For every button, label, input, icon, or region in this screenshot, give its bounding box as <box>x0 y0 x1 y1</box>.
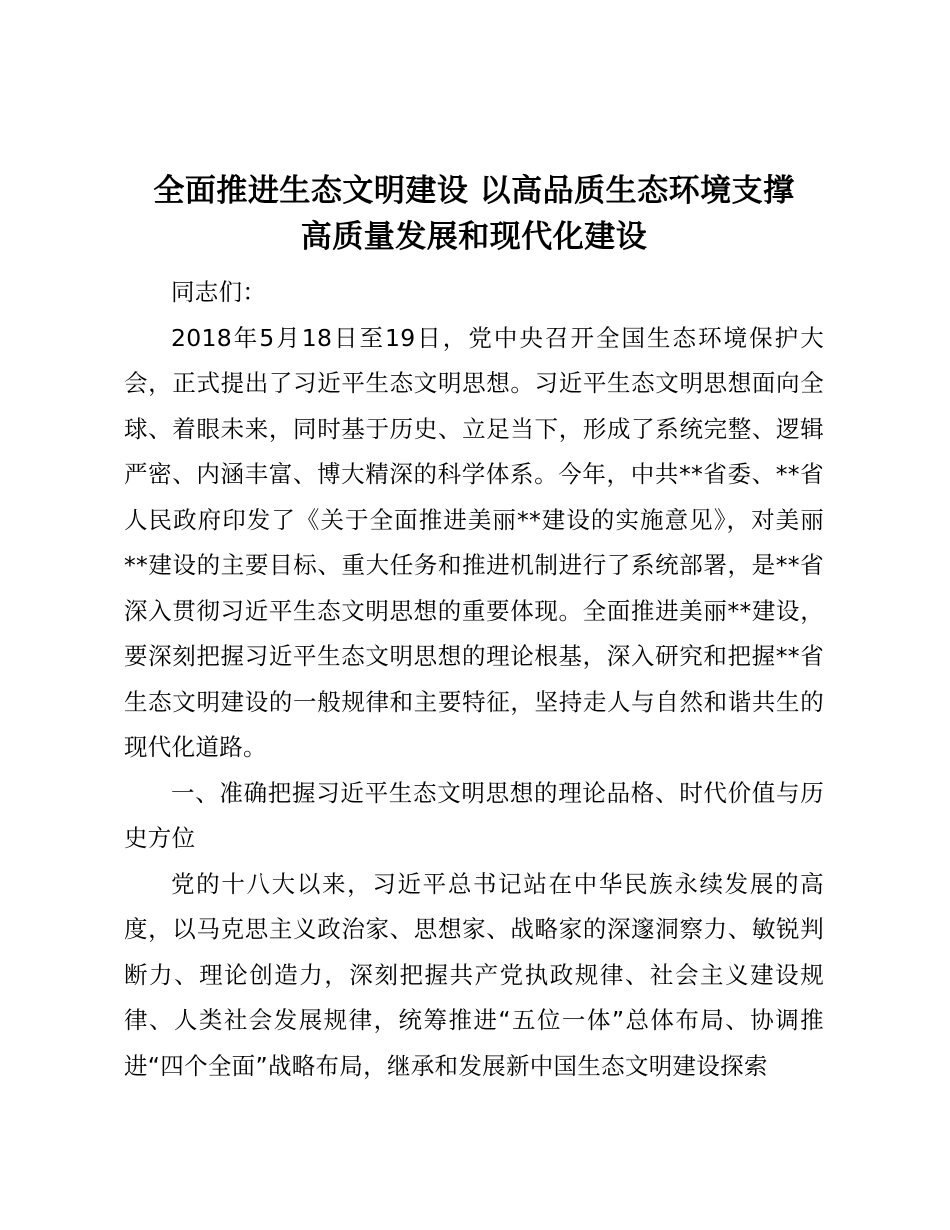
title-line-2: 高质量发展和现代化建设 <box>300 219 648 255</box>
title-line-1: 全面推进生态文明建设 以高品质生态环境支撑 <box>153 173 795 209</box>
document-title <box>104 168 844 260</box>
section-heading-1: 一、准确把握习近平生态文明思想的理论品格、时代价值与历史方位 <box>124 778 824 852</box>
paragraph-section-1: 党的十八大以来，习近平总书记站在中华民族永续发展的高度，以马克思主义政治家、思想家、战略家的深邃洞察力、敏锐判断力、理论创造力，深刻把握共产党执政规律、社会主义建设规律、人类社会发展规律，统筹推进“五位一体”总体布局、协调推进“四个全面”战略布局，继承和发展新中国生态文明建设探索 <box>124 869 824 1080</box>
paragraph-intro: 2018年5月18日至19日，党中央召开全国生态环境保护大会，正式提出了习近平生态文明思想。习近平生态文明思想面向全球、着眼未来，同时基于历史、立足当下，形成了系统完整、逻辑严密、内涵丰富、博大精深的科学体系。今年，中共**省委、**省人民政府印发了《关于全面推进美丽**建设的实施意见》，对美丽**建设的主要目标、重大任务和推进机制进行了系统部署，是**省深入贯彻习近平生态文明思想的重要体现。全面推进美丽**建设，要深刻把握习近平生态文明思想的理论根基，深入研究和把握**省生态文明建设的一般规律和主要特征，坚持走人与自然和谐共生的现代化道路。 <box>124 323 824 761</box>
document-body <box>124 270 824 1089</box>
greeting: 同志们： <box>171 278 267 306</box>
document-page <box>124 168 824 1089</box>
